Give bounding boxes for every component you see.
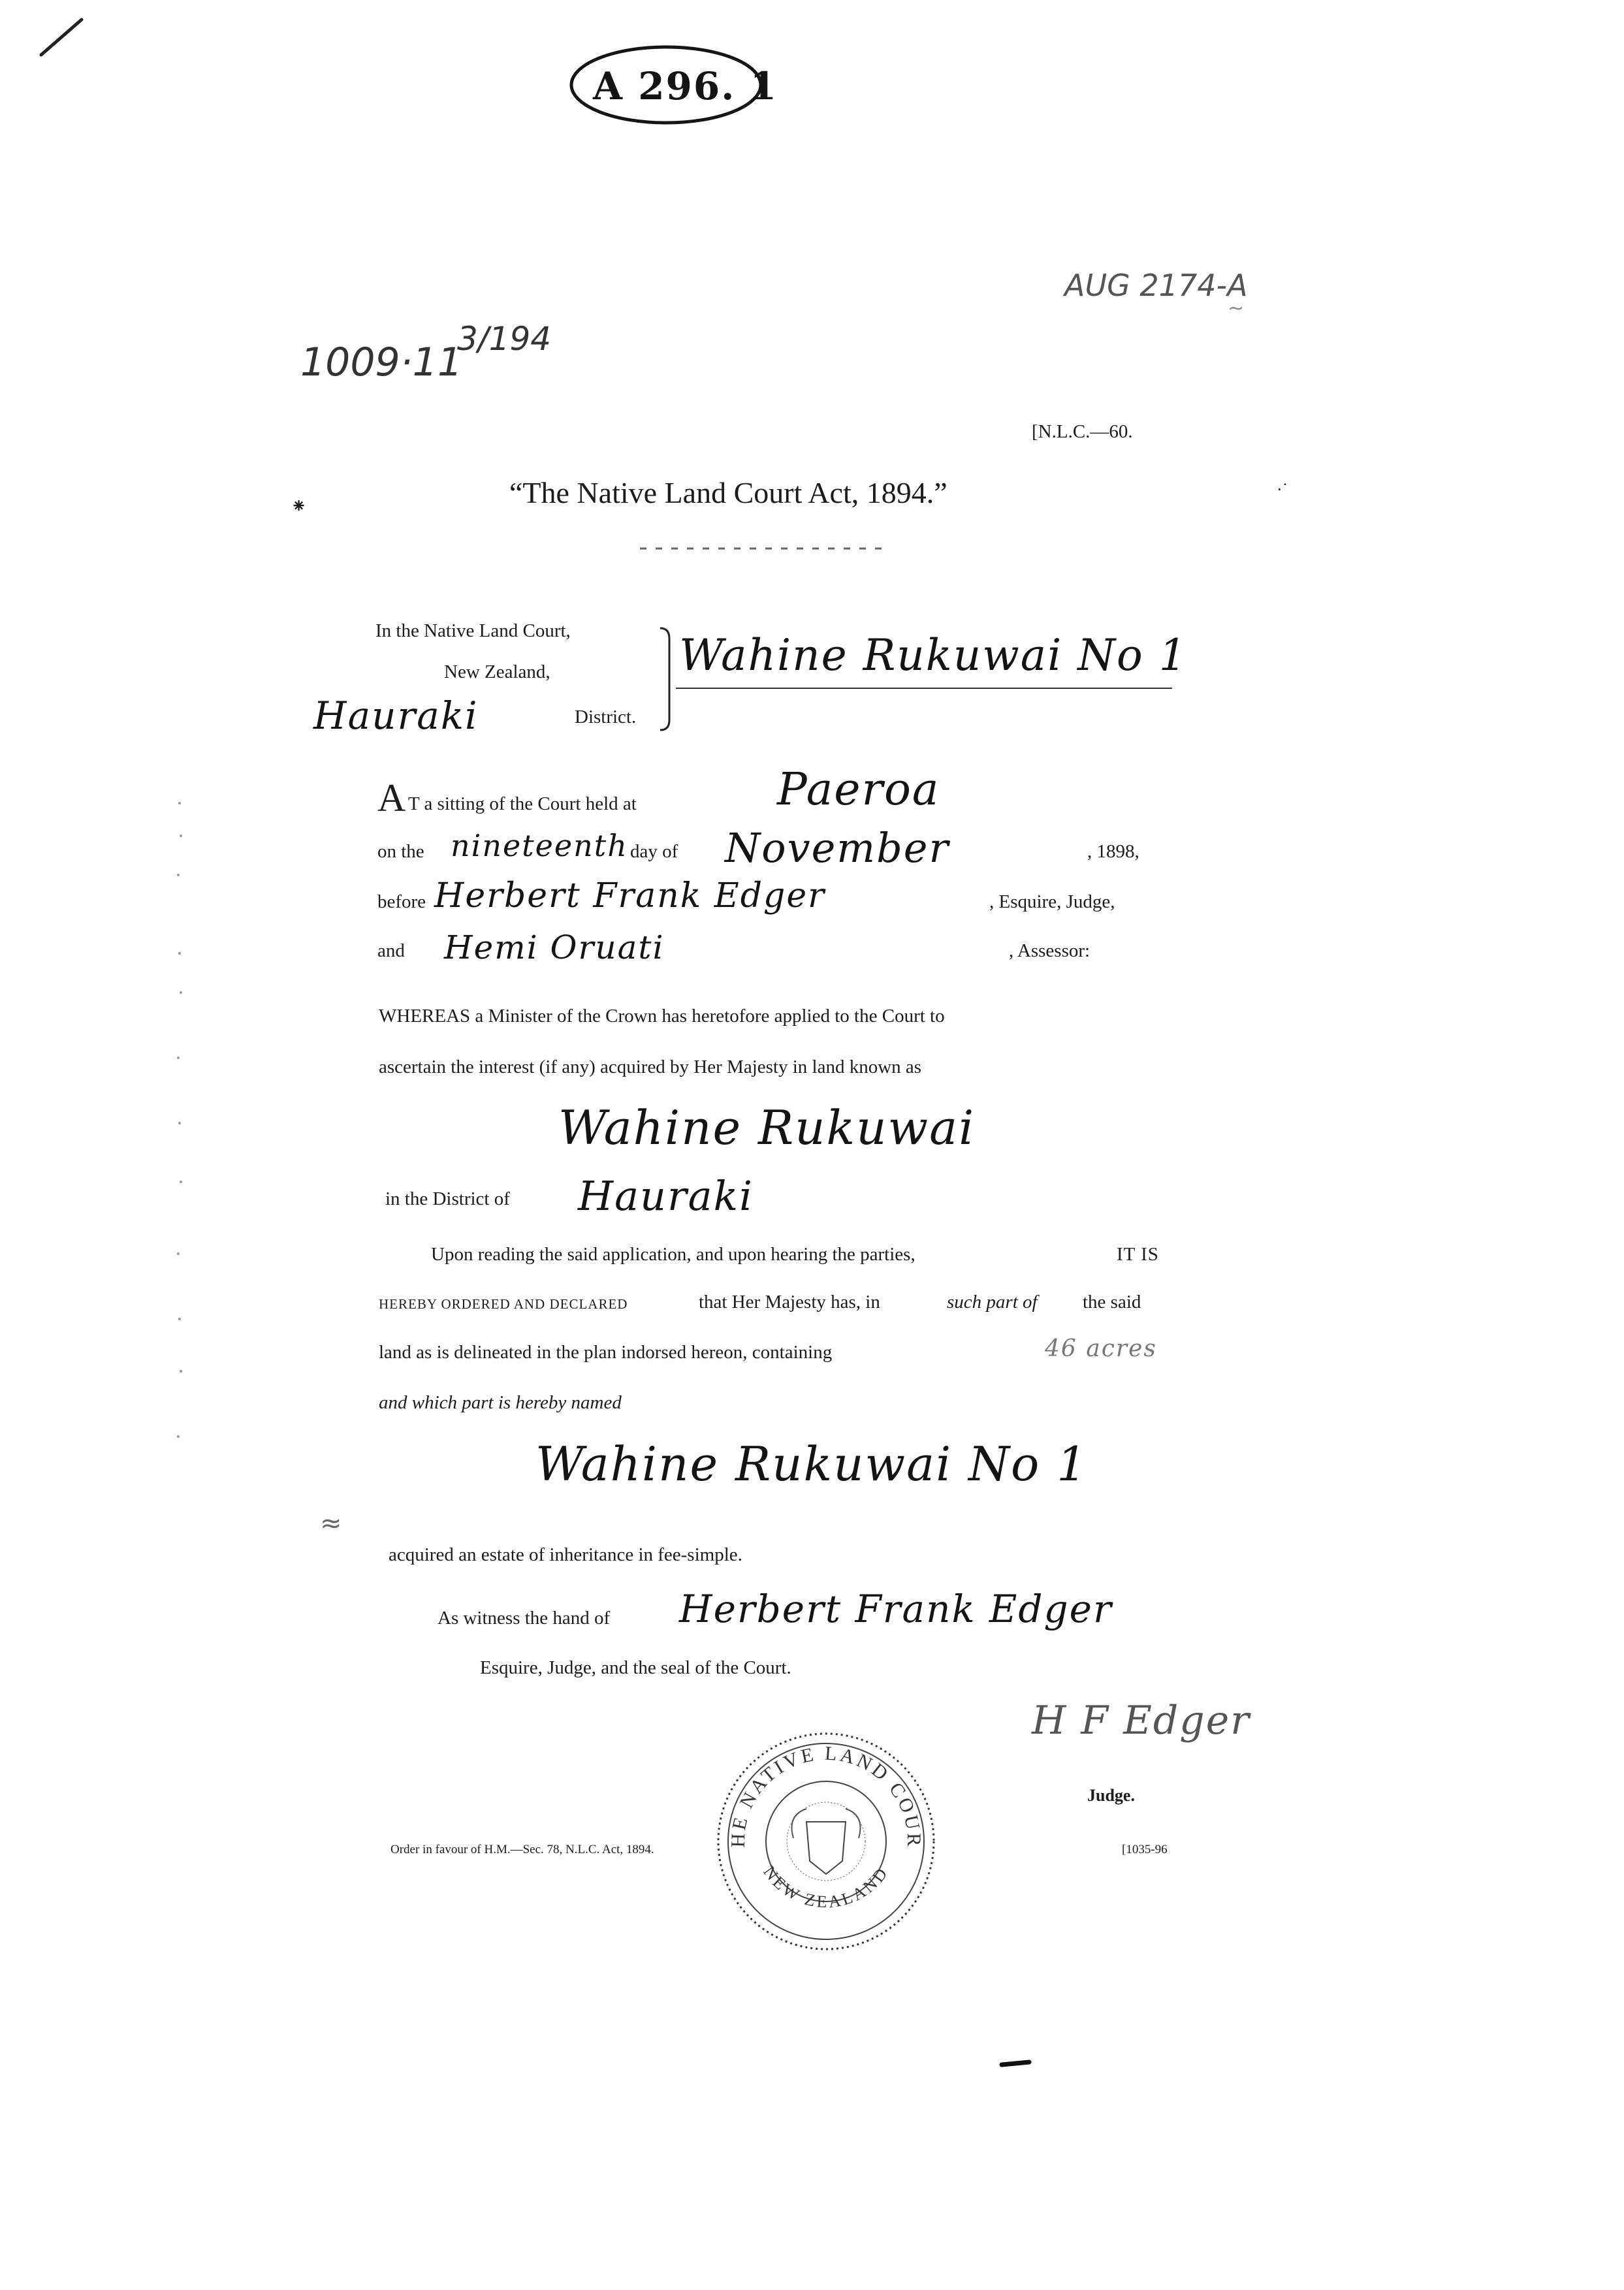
whereas-line-2: ascertain the interest (if any) acquired by Her Majesty in land known as (379, 1057, 922, 1077)
district-of-label: in the District of (385, 1188, 510, 1209)
sitting-label: T a sitting of the Court held at (408, 793, 637, 814)
area-handwritten: 46 acres (1045, 1335, 1157, 1362)
that-her-majesty-text: that Her Majesty has, in (699, 1292, 880, 1312)
bullet-mark: ⁕ (291, 496, 308, 517)
esquire-seal-text: Esquire, Judge, and the seal of the Court. (480, 1657, 791, 1678)
esquire-judge-label: , Esquire, Judge, (989, 891, 1115, 912)
such-part-text: such part of (947, 1292, 1038, 1312)
district-of-handwritten: Hauraki (578, 1172, 754, 1220)
year-printed: , 1898, (1087, 841, 1139, 862)
district-name-handwritten: Hauraki (313, 693, 479, 738)
block-name-header: Wahine Rukuwai No 1 (679, 630, 1188, 680)
sitting-place-handwritten: Paeroa (777, 764, 940, 816)
circled-reference (562, 26, 778, 131)
day-handwritten: nineteenth (451, 828, 628, 863)
seal-legend-top: HE NATIVE LAND COUR (727, 1742, 925, 1848)
whereas-line-1: WHEREAS a Minister of the Crown has heretofore applied to the Court to (379, 1006, 945, 1026)
left-binding-dots (167, 784, 193, 1502)
form-code: [N.L.C.—60. (1032, 421, 1133, 442)
seal-legend-bottom: NEW ZEALAND (759, 1862, 893, 1912)
drop-cap-a: A (377, 776, 406, 819)
hereby-ordered-text: HEREBY ORDERED AND DECLARED (379, 1296, 628, 1312)
it-is-text: IT IS (1117, 1244, 1159, 1265)
svg-text:NEW ZEALAND (759, 1863, 893, 1912)
and-label: and (377, 940, 405, 961)
title-underline-rule (640, 542, 888, 555)
assessor-name-handwritten: Hemi Oruati (444, 929, 665, 966)
top-right-reference: AUG 2174-A (1064, 268, 1248, 303)
act-title: “The Native Land Court Act, 1894.” (509, 476, 947, 509)
upon-reading-line: Upon reading the said application, and upon hearing the parties, (431, 1244, 915, 1265)
footer-print-ref: [1035-96 (1122, 1843, 1168, 1856)
acquired-estate-text: acquired an estate of inheritance in fee-simple. (389, 1544, 742, 1565)
file-reference: 1009·11 (300, 340, 463, 385)
pencil-scribble: ~ (1228, 297, 1245, 320)
judge-name-handwritten: Herbert Frank Edger (434, 876, 825, 915)
court-block-bracket (656, 626, 675, 733)
named-block-handwritten: Wahine Rukuwai No 1 (535, 1437, 1089, 1491)
district-label: District. (575, 707, 637, 727)
ink-dash-mark (999, 2057, 1032, 2070)
the-said-text: the said (1083, 1292, 1141, 1312)
court-seal (709, 1724, 944, 1959)
before-label: before (377, 891, 426, 912)
file-reference-fraction: 3/194 (457, 320, 552, 358)
which-part-text: and which part is hereby named (379, 1392, 622, 1413)
judge-label: Judge. (1087, 1786, 1135, 1805)
assessor-label: , Assessor: (1009, 940, 1091, 961)
court-seal-emblem (709, 1724, 944, 1959)
land-name-handwritten: Wahine Rukuwai (558, 1100, 976, 1155)
on-the-label: on the (377, 841, 424, 862)
svg-text:THE NATIVE LAND COURT (709, 1724, 925, 1848)
witness-name-handwritten: Herbert Frank Edger (679, 1587, 1113, 1631)
court-line-2: New Zealand, (444, 661, 550, 682)
month-handwritten: November (725, 824, 950, 872)
day-of-label: day of (630, 841, 678, 862)
witness-label: As witness the hand of (438, 1608, 611, 1629)
delineated-line: land as is delineated in the plan indorsed hereon, containing (379, 1342, 833, 1363)
judge-signature: H F Edger (1032, 1698, 1250, 1743)
ink-speck: ·˙ (1277, 480, 1288, 499)
circled-reference-text: A 296. 1 (593, 64, 778, 108)
footer-order-note: Order in favour of H.M.—Sec. 78, N.L.C. Act, 1894. (390, 1843, 654, 1856)
margin-pencil-note: ≈ (320, 1508, 342, 1538)
court-line-1: In the Native Land Court, (375, 620, 571, 641)
pencil-tick-mark (36, 14, 88, 60)
header-underline (676, 684, 1172, 692)
